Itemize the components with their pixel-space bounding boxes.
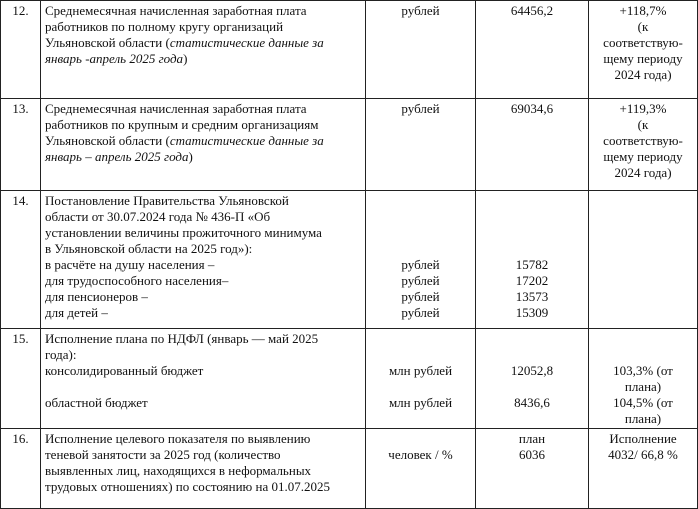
indicator-text: Среднемесячная начисленная заработная плата [45,101,307,116]
subitem-label: в расчёте на душу населения – [45,257,215,272]
source-note: статистические данные за [169,133,324,148]
change-cell: +118,7% (к соответствую- щему периоду 2024 года) [589,1,698,99]
change-cell: +119,3% (к соответствую- щему периоду 2024 года) [589,99,698,191]
value-cell: 15782 17202 13573 15309 [476,191,589,329]
subitem-label: для трудоспособного населения– [45,273,229,288]
indicator-text: Среднемесячная начисленная заработная плата [45,3,307,18]
table-row [1,1,698,99]
row-number: 16. [1,429,41,509]
unit-cell: рублей [366,99,476,191]
indicator-text: Ульяновской области (статистические данные за [45,133,324,148]
indicator-text: январь – апрель 2025 года) [45,149,193,164]
unit-cell: рублей [366,1,476,99]
indicator-text: Ульяновской области (статистические данные за [45,35,324,50]
plan-header: план [518,431,546,446]
change-cell: 103,3% (от плана) 104,5% (от плана) [589,329,698,429]
unit-cell: человек / % [366,429,476,509]
value-cell: 69034,6 [476,99,589,191]
subitem-label: для детей – [45,305,108,320]
indicator-text: январь -апрель 2025 года) [45,51,188,66]
table-row [1,191,698,329]
indicator-cell: Исполнение целевого показателя по выявлению теневой занятости за 2025 год (количество выявленных лиц, находящихся в неформальных трудовых отношениях) по состоянию на 01.07.2025 [41,429,366,509]
indicator-cell [41,99,366,191]
source-note: январь -апрель 2025 года [45,51,184,66]
table-row [1,329,698,429]
unit-cell: рублей рублей рублей рублей [366,191,476,329]
indicator-cell: Постановление Правительства Ульяновской области от 30.07.2024 года № 436-П «Об установлении величины прожиточного минимума в Ульяновской области на 2025 год»): в расчёте на душу населения – для трудоспособного населения– для пенсионеров – для детей – [41,191,366,329]
subitem-label: для пенсионеров – [45,289,148,304]
row-number: 13. [1,99,41,191]
value-cell: план 6036 [476,429,589,509]
indicator-text: работников по полному кругу организаций [45,19,284,34]
execution-header: Исполнение [609,431,677,446]
unit-cell: млн рублей млн рублей [366,329,476,429]
change-cell [589,191,698,329]
row-number: 12. [1,1,41,99]
row-number: 15. [1,329,41,429]
source-note: статистические данные за [169,35,324,50]
change-cell: Исполнение 4032/ 66,8 % [589,429,698,509]
row-number: 14. [1,191,41,329]
source-note: январь – апрель 2025 года [45,149,189,164]
indicator-cell: Исполнение плана по НДФЛ (январь — май 2025 года): консолидированный бюджет областной бюджет [41,329,366,429]
value-cell: 12052,8 8436,6 [476,329,589,429]
indicator-text: работников по крупным и средним организациям [45,117,319,132]
table-row [1,429,698,509]
indicator-cell [41,1,366,99]
subitem-label: консолидированный бюджет [45,363,204,378]
value-cell: 64456,2 [476,1,589,99]
subitem-label: областной бюджет [45,395,148,410]
table-row [1,99,698,191]
